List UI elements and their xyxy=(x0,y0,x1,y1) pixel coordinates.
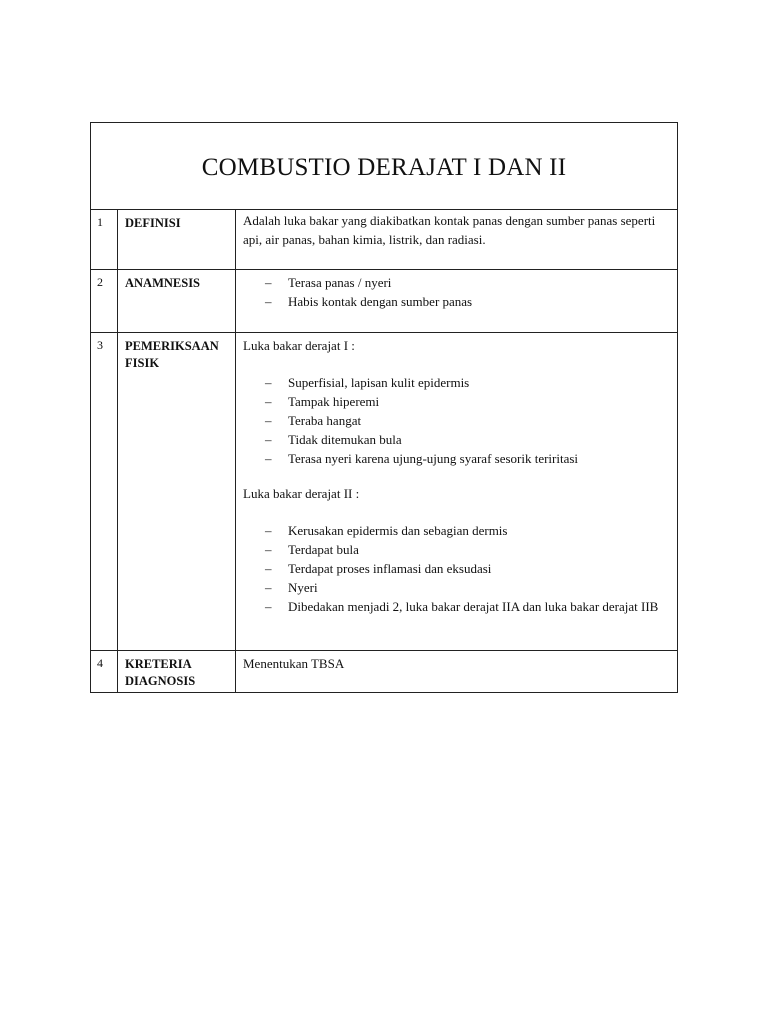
row-number: 2 xyxy=(91,270,118,333)
dash-bullet: – xyxy=(265,432,272,447)
section-heading-derajat-2: Luka bakar derajat II : xyxy=(243,486,360,501)
list-item-text: Terasa nyeri karena ujung-ujung syaraf sesorik teriritasi xyxy=(288,451,579,466)
list-item-text: Superfisial, lapisan kulit epidermis xyxy=(288,375,470,390)
list-item xyxy=(265,273,669,292)
table-row-definisi xyxy=(91,210,678,270)
dash-bullet: – xyxy=(265,294,272,309)
row-content xyxy=(236,333,678,651)
dash-bullet: – xyxy=(265,413,272,428)
dash-bullet: – xyxy=(265,580,272,595)
row-number: 4 xyxy=(91,651,118,693)
list-item xyxy=(265,559,669,578)
table-row-kreteria-diagnosis xyxy=(91,651,678,693)
title-row xyxy=(91,123,678,210)
list-item-text: Habis kontak dengan sumber panas xyxy=(288,294,473,309)
dash-bullet: – xyxy=(265,542,272,557)
dash-bullet: – xyxy=(265,451,272,466)
row-number: 3 xyxy=(91,333,118,651)
list-item xyxy=(265,540,669,559)
row-number: 1 xyxy=(91,210,118,270)
derajat-2-list xyxy=(243,521,669,616)
row-label: DEFINISI xyxy=(118,210,236,270)
definition-text: Adalah luka bakar yang diakibatkan kontak panas dengan sumber panas seperti api, air panas, bahan kimia, listrik, dan radiasi. xyxy=(243,213,656,247)
list-item-text: Teraba hangat xyxy=(288,413,362,428)
dash-bullet: – xyxy=(265,599,272,614)
list-item-text: Kerusakan epidermis dan sebagian dermis xyxy=(288,523,508,538)
list-item xyxy=(265,392,669,411)
table-row-anamnesis xyxy=(91,270,678,333)
dash-bullet: – xyxy=(265,523,272,538)
list-item xyxy=(265,597,669,616)
list-item xyxy=(265,578,669,597)
dash-bullet: – xyxy=(265,394,272,409)
combustio-table xyxy=(90,122,678,693)
document-title: COMBUSTIO DERAJAT I DAN II xyxy=(201,154,567,181)
title-cell xyxy=(91,123,678,210)
derajat-1-list xyxy=(243,373,669,468)
section-heading-derajat-1: Luka bakar derajat I : xyxy=(243,338,355,353)
row-label: PEMERIKSAAN FISIK xyxy=(118,333,236,651)
list-item-text: Terasa panas / nyeri xyxy=(288,275,392,290)
diagnosis-text: Menentukan TBSA xyxy=(243,656,345,671)
list-item-text: Tidak ditemukan bula xyxy=(288,432,402,447)
dash-bullet: – xyxy=(265,275,272,290)
list-item-text: Dibedakan menjadi 2, luka bakar derajat IIA dan luka bakar derajat IIB xyxy=(288,599,659,614)
list-item-text: Tampak hiperemi xyxy=(288,394,380,409)
row-label: ANAMNESIS xyxy=(118,270,236,333)
list-item-text: Nyeri xyxy=(288,580,318,595)
table-row-pemeriksaan-fisik xyxy=(91,333,678,651)
list-item xyxy=(265,292,669,311)
list-item xyxy=(265,430,669,449)
list-item xyxy=(265,373,669,392)
row-content xyxy=(236,210,678,270)
row-content xyxy=(236,270,678,333)
list-item xyxy=(265,521,669,540)
list-item-text: Terdapat proses inflamasi dan eksudasi xyxy=(288,561,492,576)
list-item xyxy=(265,411,669,430)
anamnesis-list xyxy=(243,273,669,311)
dash-bullet: – xyxy=(265,561,272,576)
row-content xyxy=(236,651,678,693)
list-item-text: Terdapat bula xyxy=(288,542,359,557)
dash-bullet: – xyxy=(265,375,272,390)
row-label: KRETERIA DIAGNOSIS xyxy=(118,651,236,693)
list-item xyxy=(265,449,669,468)
